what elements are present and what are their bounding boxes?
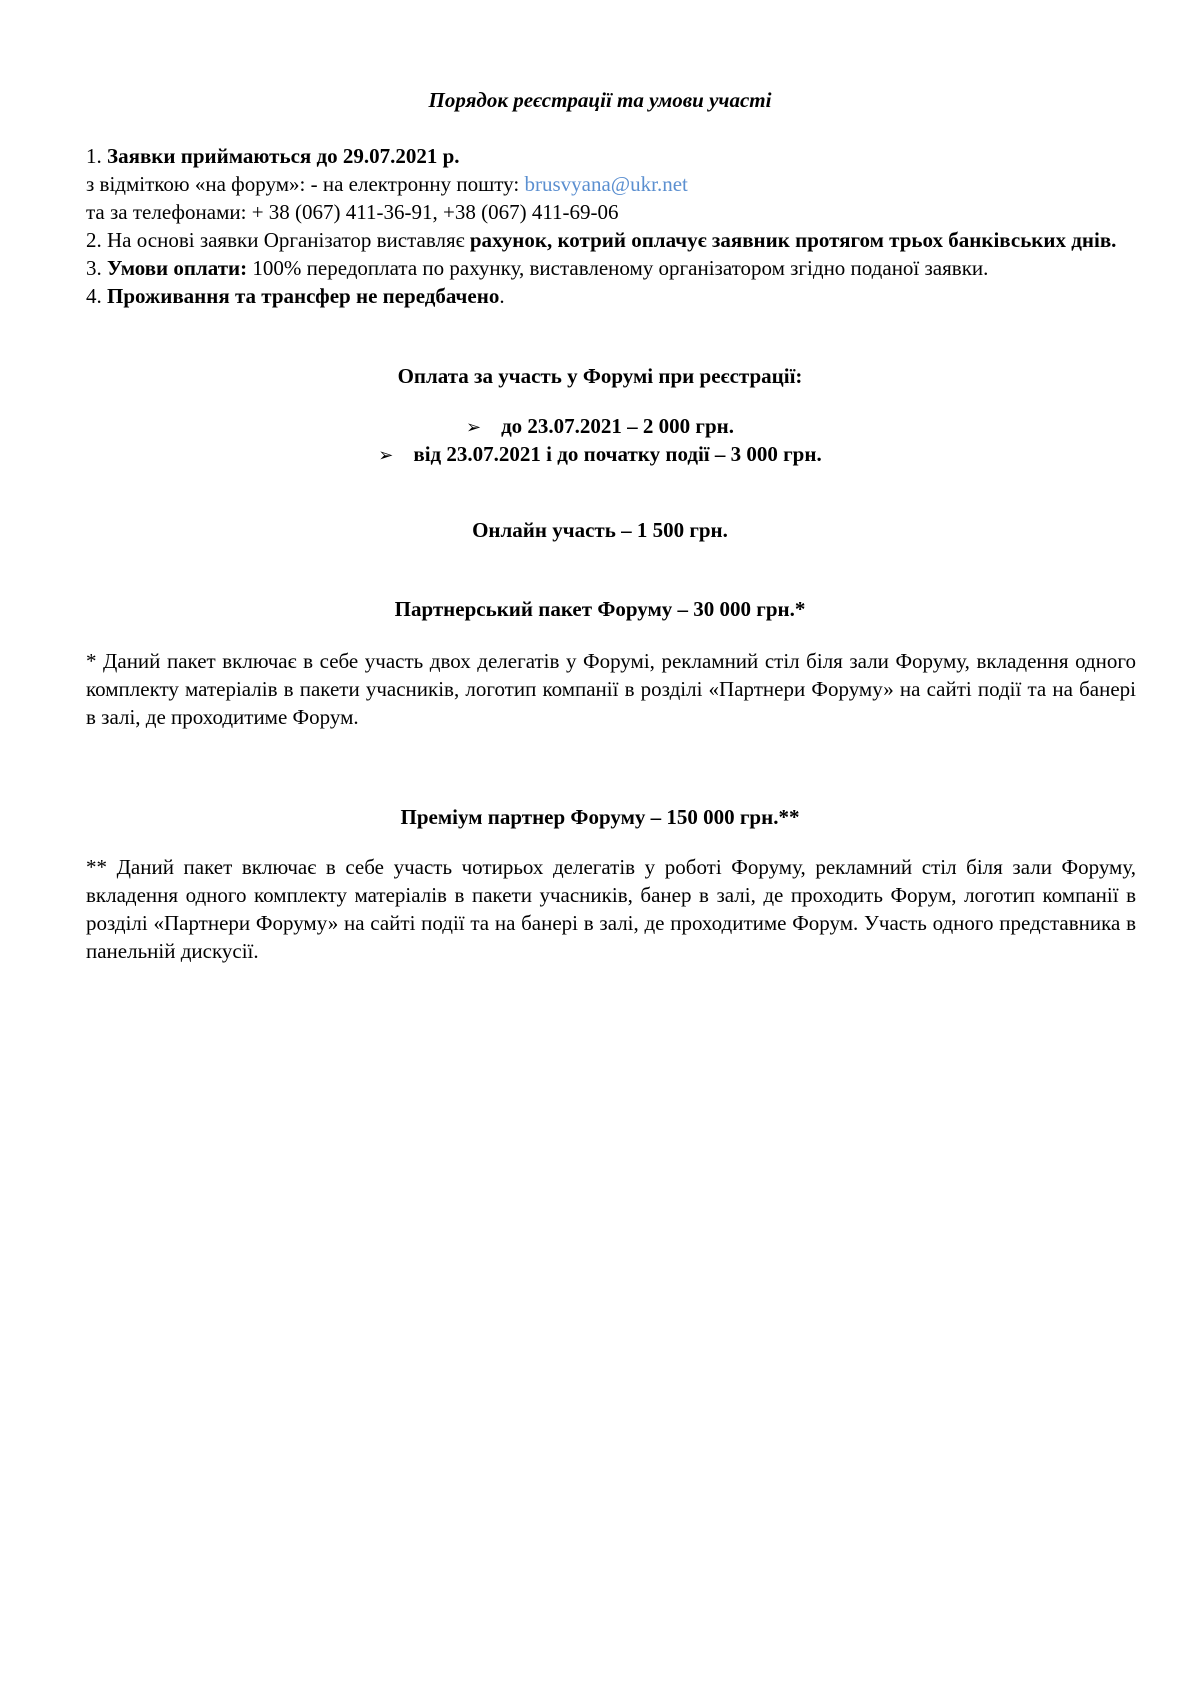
item-1-deadline: 1. Заявки приймаються до 29.07.2021 р. — [86, 144, 460, 168]
payment-bullet-late: ➢ від 23.07.2021 і до початку події – 3 000 грн. — [0, 440, 1200, 470]
partner-package-heading: Партнерський пакет Форуму – 30 000 грн.* — [394, 597, 806, 621]
premium-partner-note: ** Даний пакет включає в себе участь чотирьох делегатів у роботі Форуму, рекламний стіл біля зали Форуму, вкладення одного комплекту матеріалів в пакети учасників, банер в залі, де проходить Форум, логотип компанії в розділі «Партнери Форуму» на сайті події та на банері в залі, де проходитиме Форум. Участь одного представника в панельній дискусії. — [86, 855, 1136, 963]
online-participation: Онлайн участь – 1 500 грн. — [472, 518, 728, 542]
email-link[interactable]: brusvyana@ukr.net — [524, 172, 688, 196]
premium-partner-heading: Преміум партнер Форуму – 150 000 грн.** — [400, 805, 800, 829]
item-4-accommodation: 4. Проживання та трансфер не передбачено. — [86, 284, 505, 308]
item-3-payment-terms: 3. Умови оплати: 100% передоплата по рахунку, виставленому організатором згідно поданої заявки. — [86, 256, 989, 280]
registration-conditions — [86, 142, 1136, 310]
deadline-text: Заявки приймаються до 29.07.2021 р. — [107, 144, 460, 168]
accommodation-text: Проживання та трансфер не передбачено — [107, 284, 500, 308]
document-title: Порядок реєстрації та умови участі — [428, 88, 772, 112]
payment-heading: Оплата за участь у Форумі при реєстрації: — [397, 364, 803, 388]
payment-terms-label: Умови оплати: — [107, 256, 248, 280]
payment-bullet-early: ➢ до 23.07.2021 – 2 000 грн. — [0, 412, 1200, 442]
item-1-phones: та за телефонами: + 38 (067) 411-36-91, +38 (067) 411-69-06 — [86, 200, 619, 224]
item-1-email-line: з відміткою «на форум»: - на електронну пошту: brusvyana@ukr.net — [86, 172, 688, 196]
partner-package-note: * Даний пакет включає в себе участь двох делегатів у Форумі, рекламний стіл біля зали Форуму, вкладення одного комплекту матеріалів в пакети учасників, логотип компанії в розділі «Партнери Форуму» на сайті події та на банері в залі, де проходитиме Форум. — [86, 649, 1136, 729]
arrow-bullet-icon: ➢ — [465, 417, 482, 438]
item-2-invoice: 2. На основі заявки Організатор виставляє рахунок, котрий оплачує заявник протягом трьох банківських днів. — [86, 228, 1117, 252]
invoice-terms: рахунок, котрий оплачує заявник протягом трьох банківських днів. — [469, 228, 1117, 252]
arrow-bullet-icon: ➢ — [378, 445, 394, 466]
